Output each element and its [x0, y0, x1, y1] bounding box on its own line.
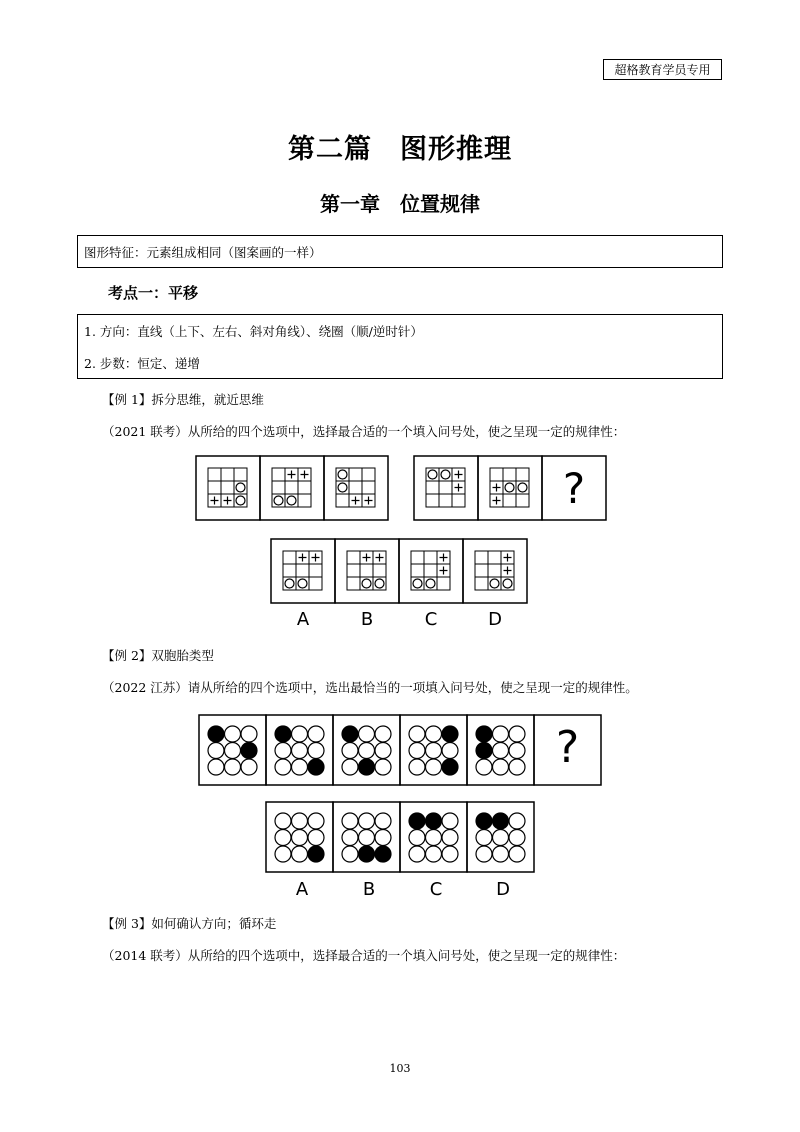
example2-circle [359, 813, 375, 829]
example2-circle [476, 846, 492, 862]
rule-line-1: 1. 方向：直线（上下、左右、斜对角线）、绕圈（顺/逆时针） [84, 324, 423, 339]
example1-option-d-label: D [488, 609, 502, 630]
example2-circle [493, 743, 509, 759]
example2-option-b-label: B [362, 879, 376, 900]
example2-circle [409, 846, 425, 862]
example2-circle [442, 743, 458, 759]
example2-circle [426, 846, 442, 862]
example2-circle [275, 726, 291, 742]
example1-option-c-label: C [424, 609, 438, 630]
example2-circle [308, 830, 324, 846]
student-only-tag: 超格教育学员专用 [603, 59, 722, 80]
example2-circle [409, 743, 425, 759]
example2-circle [241, 743, 257, 759]
example2-circle [292, 726, 308, 742]
example2-circle [375, 830, 391, 846]
example2-circle [493, 830, 509, 846]
example2-circle [241, 759, 257, 775]
example2-circle [409, 813, 425, 829]
example2-circle [409, 830, 425, 846]
rule-box [77, 314, 723, 379]
example2-circle [225, 759, 241, 775]
example2-label: 【例 2】双胞胎类型 [102, 648, 214, 663]
example2-circle [426, 813, 442, 829]
example1-option-a-label: A [296, 609, 310, 630]
example2-circle [208, 726, 224, 742]
example3-source: （2014 联考）从所给的四个选项中，选择最合适的一个填入问号处，使之呈现一定的规律性： [102, 948, 626, 963]
example2-circle [292, 830, 308, 846]
example2-circle [493, 846, 509, 862]
example2-circle [442, 759, 458, 775]
example2-circle [275, 830, 291, 846]
example1-option-b-label: B [360, 609, 374, 630]
example2-circle [275, 813, 291, 829]
example2-circle [375, 726, 391, 742]
example2-circle [308, 846, 324, 862]
example2-circle [476, 726, 492, 742]
example2-circle [308, 813, 324, 829]
example2-circle [476, 830, 492, 846]
example2-circle [292, 743, 308, 759]
example2-circle [493, 759, 509, 775]
example2-circle [359, 743, 375, 759]
example2-source: （2022 江苏）请从所给的四个选项中，选出最恰当的一项填入问号处，使之呈现一定的规律性。 [102, 680, 638, 695]
example2-circle [476, 743, 492, 759]
example2-circle [375, 813, 391, 829]
example2-circle [442, 813, 458, 829]
example2-circle [493, 726, 509, 742]
example2-circle [208, 759, 224, 775]
example2-circle [476, 759, 492, 775]
example2-circle [308, 743, 324, 759]
example2-circle [476, 813, 492, 829]
example2-circle [292, 846, 308, 862]
example2-circle [509, 846, 525, 862]
example2-circle [241, 726, 257, 742]
example2-circle [375, 759, 391, 775]
example2-circle [442, 726, 458, 742]
example2-circle [375, 846, 391, 862]
example2-circle [509, 813, 525, 829]
example1-source: （2021 联考）从所给的四个选项中，选择最合适的一个填入问号处，使之呈现一定的规律性： [102, 424, 626, 439]
example2-circle [275, 743, 291, 759]
example2-question-mark: ? [555, 722, 580, 773]
example2-circle [509, 743, 525, 759]
example3-label: 【例 3】如何确认方向；循环走 [102, 916, 277, 931]
example2-circle [409, 726, 425, 742]
rule-line-2: 2. 步数：恒定、递增 [84, 356, 200, 371]
example2-circle [359, 846, 375, 862]
example2-circle [275, 759, 291, 775]
example2-circle [308, 759, 324, 775]
page-number: 103 [389, 1062, 411, 1075]
example2-circle [342, 759, 358, 775]
part-title: 第二篇 图形推理 [288, 134, 512, 165]
example2-circle [409, 759, 425, 775]
example2-circle [426, 759, 442, 775]
example2-circle [342, 743, 358, 759]
example2-circle [342, 846, 358, 862]
example2-circle [375, 743, 391, 759]
example2-circle [509, 830, 525, 846]
example2-circle [342, 726, 358, 742]
example2-circle [493, 813, 509, 829]
example2-circle [426, 726, 442, 742]
example2-option-d-label: D [496, 879, 510, 900]
example2-circle [442, 830, 458, 846]
example2-circle [426, 743, 442, 759]
example2-circle [308, 726, 324, 742]
example1-question-mark: ? [562, 464, 586, 513]
example2-circle [225, 743, 241, 759]
example2-circle [208, 743, 224, 759]
example2-circle [359, 759, 375, 775]
example2-circle [442, 846, 458, 862]
example2-circle [225, 726, 241, 742]
example2-circle [342, 813, 358, 829]
example2-option-a-label: A [295, 879, 309, 900]
example2-circle [426, 830, 442, 846]
example1-label: 【例 1】拆分思维，就近思维 [102, 392, 264, 407]
example2-circle [292, 813, 308, 829]
example2-circle [359, 726, 375, 742]
section-title: 考点一：平移 [108, 284, 199, 302]
example2-circle [509, 726, 525, 742]
example2-circle [509, 759, 525, 775]
example2-circle [342, 830, 358, 846]
example2-circle [359, 830, 375, 846]
chapter-title: 第一章 位置规律 [320, 192, 480, 216]
example2-option-c-label: C [429, 879, 443, 900]
feature-text: 图形特征：元素组成相同（图案画的一样） [84, 245, 322, 260]
example2-circle [275, 846, 291, 862]
example2-circle [292, 759, 308, 775]
feature-box [77, 235, 723, 268]
